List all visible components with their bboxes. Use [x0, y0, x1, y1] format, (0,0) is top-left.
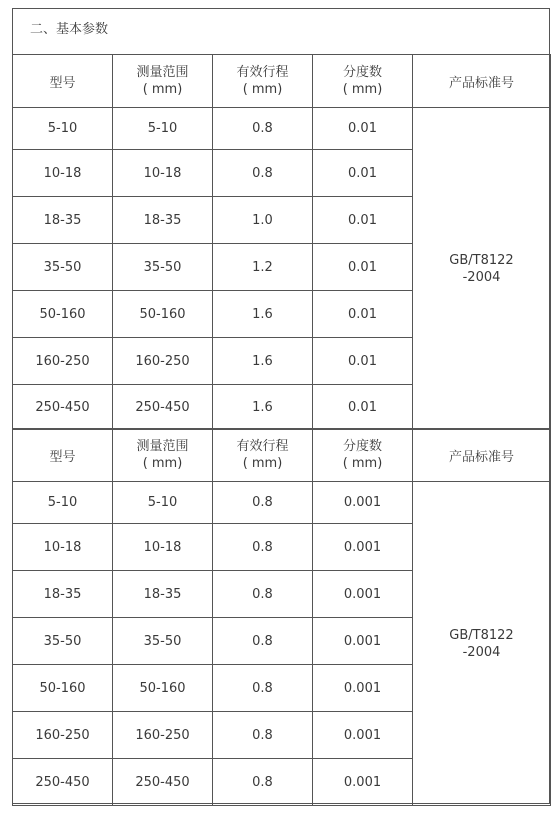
- cell-division: 0.001: [313, 571, 413, 618]
- header-model: 型号: [13, 429, 113, 482]
- cell-stroke: 0.8: [213, 618, 313, 665]
- cell-division: 0.001: [313, 712, 413, 759]
- header-division: [313, 429, 413, 482]
- cell-stroke: 0.8: [213, 665, 313, 712]
- header-range: [113, 429, 213, 482]
- cell-model: 18-35: [13, 571, 113, 618]
- header-range: [113, 55, 213, 108]
- cell-model: 250-450: [13, 759, 113, 806]
- cell-model: 5-10: [13, 482, 113, 524]
- cell-range: 160-250: [113, 712, 213, 759]
- cell-model: 160-250: [13, 712, 113, 759]
- header-range-label: 测量范围: [136, 439, 189, 454]
- cell-stroke: 1.0: [213, 197, 313, 244]
- cell-range: 18-35: [113, 197, 213, 244]
- header-division-label: 分度数: [342, 65, 382, 80]
- cell-stroke: 1.2: [213, 244, 313, 291]
- cell-range: 50-160: [113, 291, 213, 338]
- cell-division: 0.01: [313, 108, 413, 150]
- header-standard: 产品标准号: [413, 429, 551, 482]
- header-stroke-unit: ( mm): [242, 456, 283, 471]
- cell-range: 160-250: [113, 338, 213, 385]
- header-stroke: [213, 55, 313, 108]
- cell-range: 10-18: [113, 150, 213, 197]
- standard-line-1: GB/T8122: [449, 252, 514, 268]
- cell-model: 10-18: [13, 524, 113, 571]
- cell-range: 5-10: [113, 482, 213, 524]
- cell-stroke: 0.8: [213, 482, 313, 524]
- header-range-unit: ( mm): [142, 82, 183, 97]
- cell-model: 35-50: [13, 618, 113, 665]
- cell-range: 250-450: [113, 759, 213, 806]
- cell-division: 0.01: [313, 244, 413, 291]
- cell-model: 18-35: [13, 197, 113, 244]
- cell-stroke: 1.6: [213, 385, 313, 430]
- parameters-table-2: [12, 428, 551, 806]
- cell-model: 5-10: [13, 108, 113, 150]
- cell-stroke: 1.6: [213, 291, 313, 338]
- table-header-row: [13, 429, 551, 482]
- cell-model: 160-250: [13, 338, 113, 385]
- section-title: 二、基本参数: [12, 8, 550, 55]
- header-stroke-label: 有效行程: [236, 65, 289, 80]
- standard-line-2: -2004: [462, 644, 501, 660]
- table-row: [13, 482, 551, 524]
- cell-division: 0.01: [313, 150, 413, 197]
- header-division-unit: ( mm): [342, 82, 383, 97]
- cell-division: 0.01: [313, 385, 413, 430]
- cell-stroke: 0.8: [213, 571, 313, 618]
- cell-range: 250-450: [113, 385, 213, 430]
- standard-line-1: GB/T8122: [449, 627, 514, 643]
- header-stroke-label: 有效行程: [236, 439, 289, 454]
- cell-division: 0.001: [313, 665, 413, 712]
- cell-range: 35-50: [113, 244, 213, 291]
- cell-range: 5-10: [113, 108, 213, 150]
- cell-model: 250-450: [13, 385, 113, 430]
- header-stroke-unit: ( mm): [242, 82, 283, 97]
- header-division: [313, 55, 413, 108]
- cell-division: 0.01: [313, 197, 413, 244]
- standard-line-2: -2004: [462, 269, 501, 285]
- cell-division: 0.01: [313, 291, 413, 338]
- table-header-row: [13, 55, 551, 108]
- cell-range: 50-160: [113, 665, 213, 712]
- header-stroke: [213, 429, 313, 482]
- cell-model: 50-160: [13, 291, 113, 338]
- cell-range: 18-35: [113, 571, 213, 618]
- header-division-label: 分度数: [342, 439, 382, 454]
- header-range-unit: ( mm): [142, 456, 183, 471]
- cell-stroke: 0.8: [213, 712, 313, 759]
- cell-stroke: 1.6: [213, 338, 313, 385]
- cell-division: 0.001: [313, 618, 413, 665]
- cell-division: 0.001: [313, 482, 413, 524]
- parameters-table-1: [12, 54, 551, 430]
- cell-range: 10-18: [113, 524, 213, 571]
- cell-standard: [413, 482, 551, 806]
- header-range-label: 测量范围: [136, 65, 189, 80]
- cell-stroke: 0.8: [213, 150, 313, 197]
- cell-stroke: 0.8: [213, 524, 313, 571]
- header-standard: 产品标准号: [413, 55, 551, 108]
- cell-standard: [413, 108, 551, 430]
- header-division-unit: ( mm): [342, 456, 383, 471]
- cell-division: 0.01: [313, 338, 413, 385]
- cell-range: 35-50: [113, 618, 213, 665]
- cell-division: 0.001: [313, 759, 413, 806]
- cell-model: 35-50: [13, 244, 113, 291]
- cell-stroke: 0.8: [213, 759, 313, 806]
- cell-division: 0.001: [313, 524, 413, 571]
- cell-stroke: 0.8: [213, 108, 313, 150]
- cell-model: 10-18: [13, 150, 113, 197]
- header-model: 型号: [13, 55, 113, 108]
- cell-model: 50-160: [13, 665, 113, 712]
- table-row: [13, 108, 551, 150]
